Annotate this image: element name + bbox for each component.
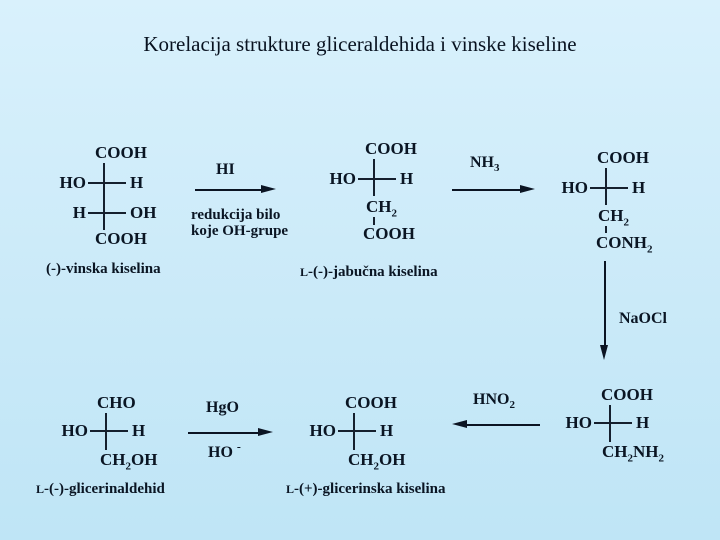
reagent-label: NaOCl — [619, 310, 667, 327]
arrow-head-down-icon — [600, 345, 608, 360]
formula-top: COOH — [365, 139, 417, 158]
reagent-label: HgO — [206, 399, 239, 416]
substituent-right: H — [380, 421, 394, 440]
substituent-left: HO — [561, 178, 588, 197]
bond-horizontal — [88, 182, 126, 184]
substituent-right: OH — [130, 203, 157, 222]
arrow-shaft — [195, 189, 261, 191]
arrow-note-line1: redukcija bilo — [191, 207, 281, 223]
substituent-right: H — [130, 173, 144, 192]
structure-caption: L-(-)-glicerinaldehid — [36, 481, 165, 497]
formula-top: CHO — [97, 393, 136, 412]
formula-mid: $CH_2$ — [598, 206, 629, 229]
formula-bottom: $CH_2OH$ — [348, 450, 406, 473]
slide-title: Korelacija strukture gliceraldehida i vinske kiseline — [143, 32, 577, 56]
bond-horizontal — [590, 187, 628, 189]
reagent-below-label: HO - — [208, 439, 241, 461]
formula-bottom: COOH — [95, 229, 147, 248]
bond-vertical — [609, 405, 611, 442]
formula-bottom: $CH_2OH$ — [100, 450, 158, 473]
structure-caption: L-(-)-jabučna kiselina — [300, 264, 438, 280]
bond-horizontal — [338, 430, 376, 432]
substituent-left: HO — [61, 421, 88, 440]
bond-horizontal — [90, 430, 128, 432]
formula-top: COOH — [95, 143, 147, 162]
formula-bottom: $CH_2NH_2$ — [602, 442, 664, 465]
formula-top: COOH — [601, 385, 653, 404]
bond-vertical — [353, 413, 355, 450]
substituent-left: H — [72, 203, 86, 222]
reagent-label: HI — [216, 161, 235, 178]
structure-caption: (-)-vinska kiselina — [46, 261, 161, 277]
substituent-left: HO — [565, 413, 592, 432]
bond-horizontal — [358, 178, 396, 180]
substituent-right: H — [636, 413, 650, 432]
arrow-head-right-icon — [258, 428, 273, 436]
formula-bottom: $CONH_2$ — [596, 233, 653, 256]
formula-top: COOH — [597, 148, 649, 167]
substituent-left: HO — [329, 169, 356, 188]
bond-horizontal — [88, 212, 126, 214]
reagent-label: $HNO_2$ — [473, 391, 515, 412]
formula-top: COOH — [345, 393, 397, 412]
arrow-note-line2: koje OH-grupe — [191, 223, 289, 239]
substituent-left: HO — [59, 173, 86, 192]
reagent-label: $NH_3$ — [470, 154, 500, 175]
formula-bottom: COOH — [363, 224, 415, 243]
arrow-head-right-icon — [261, 185, 276, 193]
arrow-head-left-icon — [452, 420, 467, 428]
bond-vertical — [605, 226, 607, 233]
arrow-shaft — [188, 432, 258, 434]
substituent-right: H — [400, 169, 414, 188]
bond-vertical — [103, 163, 105, 230]
arrow-head-right-icon — [520, 185, 535, 193]
bond-horizontal — [594, 422, 632, 424]
arrow-shaft — [466, 424, 540, 426]
formula-mid: $CH_2$ — [366, 197, 397, 220]
arrow-shaft — [604, 261, 606, 346]
bond-vertical — [105, 413, 107, 450]
substituent-right: H — [632, 178, 646, 197]
substituent-left: HO — [309, 421, 336, 440]
structure-caption: L-(+)-glicerinska kiselina — [286, 481, 446, 497]
substituent-right: H — [132, 421, 146, 440]
arrow-shaft — [452, 189, 520, 191]
